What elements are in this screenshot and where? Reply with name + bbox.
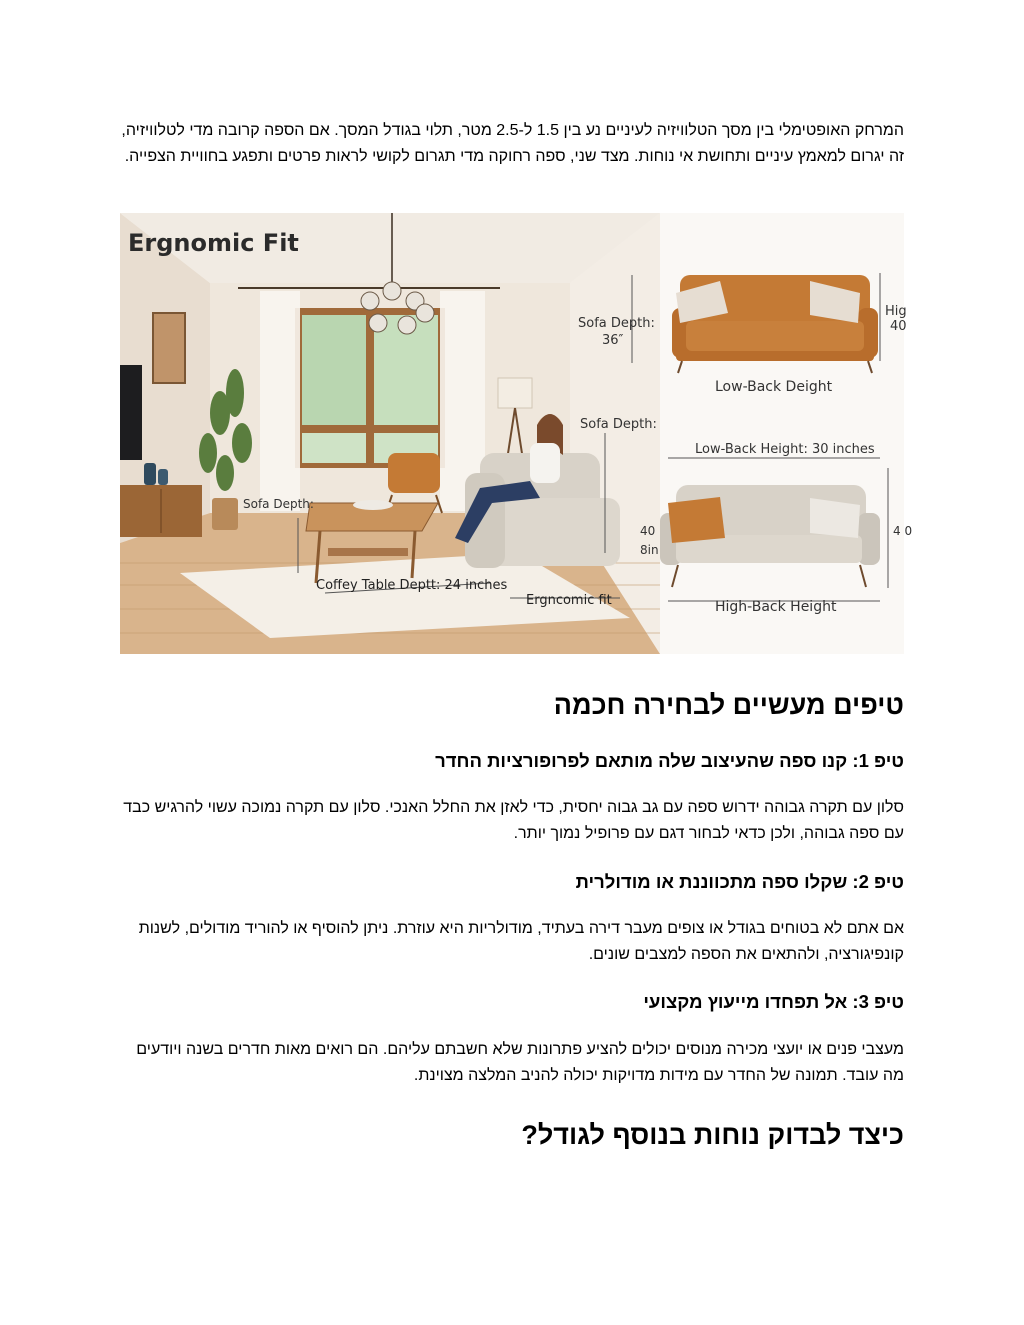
tip2-paragraph: אם אתם לא בטוחים בגודל או צופים מעבר דירה בעתיד, מודולריות היא עוזרת. ניתן להוסיף או להוריד מודולים, לשנות קונפיגורציה, ולהתאים את הספה למצבים שונים. xyxy=(138,920,904,963)
label-sofa-depth-left: Sofa Depth: xyxy=(243,497,314,511)
tip2-heading: טיפ 2: שקלו ספה מתכווננת או מודולרית xyxy=(575,871,904,892)
label-sofa-depth-mid: Sofa Depth: xyxy=(580,417,657,432)
label-right-vertical: 4 0 xyxy=(893,524,913,538)
tip1-heading: טיפ 1: קנו ספה שהעיצוב שלה מותאם לפרופורציות החדר xyxy=(435,750,904,771)
intro-paragraph: המרחק האופטימלי בין מסך הטלוויזיה לעיניים נע בין 1.5 ל-2.5 מטר, תלוי בגודל המסך. אם הספה קרובה מדי לטלוויזיה, זה יגרום למאמץ עיניים ותחושת אי נוחות. מצד שני, ספה רחוקה מדי תגרום לקושי לראות פרטים ותפגע בחוויית הצפייה. xyxy=(121,122,904,165)
label-right-top-value: 40 xyxy=(890,319,907,334)
label-sofa-depth-top-value: 36″ xyxy=(602,333,624,348)
tip3-paragraph: מעצבי פנים או יועצי מכירה מנוסים יכולים להציע פתרונות שלא חשבתם עליהם. הם רואים מאות חדרים בשנה ויודעים מה עובד. תמונה של החדר עם מידות מדויקות יכולה להניב המלצה מצוינת. xyxy=(136,1041,904,1084)
label-high-back-height: High-Back Height xyxy=(715,599,837,615)
tip1-paragraph: סלון עם תקרה גבוהה ידרוש ספה עם גב גבוה יחסית, כדי לאזן את החלל האנכי. סלון עם תקרה נמוכה עשוי להרגיש כבד עם ספה גבוהה, ולכן כדאי לבחור דגם עם פרופיל נמוך יותר. xyxy=(123,799,904,842)
label-low-back-deight: Low-Back Deight xyxy=(715,379,833,395)
label-coffee-table: Coffey Table Deptt: 24 inches xyxy=(316,578,508,593)
label-ergonomic-fit: Ergncomic fit xyxy=(526,593,612,608)
tips-heading: טיפים מעשיים לבחירה חכמה xyxy=(553,690,904,720)
label-mid-vertical: 40 xyxy=(640,524,656,538)
label-mid-vertical-value: 8in xyxy=(640,543,659,557)
label-low-back-height: Low-Back Height: 30 inches xyxy=(695,442,875,457)
label-right-top: Hig xyxy=(885,304,907,319)
comfort-check-heading: כיצד לבדוק נוחות בנוסף לגודל? xyxy=(521,1120,904,1150)
tip3-heading: טיפ 3: אל תפחדו מייעוץ מקצועי xyxy=(643,991,904,1012)
figure-title: Ergnomic Fit xyxy=(128,229,299,257)
label-sofa-depth-top: Sofa Depth: xyxy=(578,316,655,331)
ergonomic-fit-illustration xyxy=(120,213,913,654)
